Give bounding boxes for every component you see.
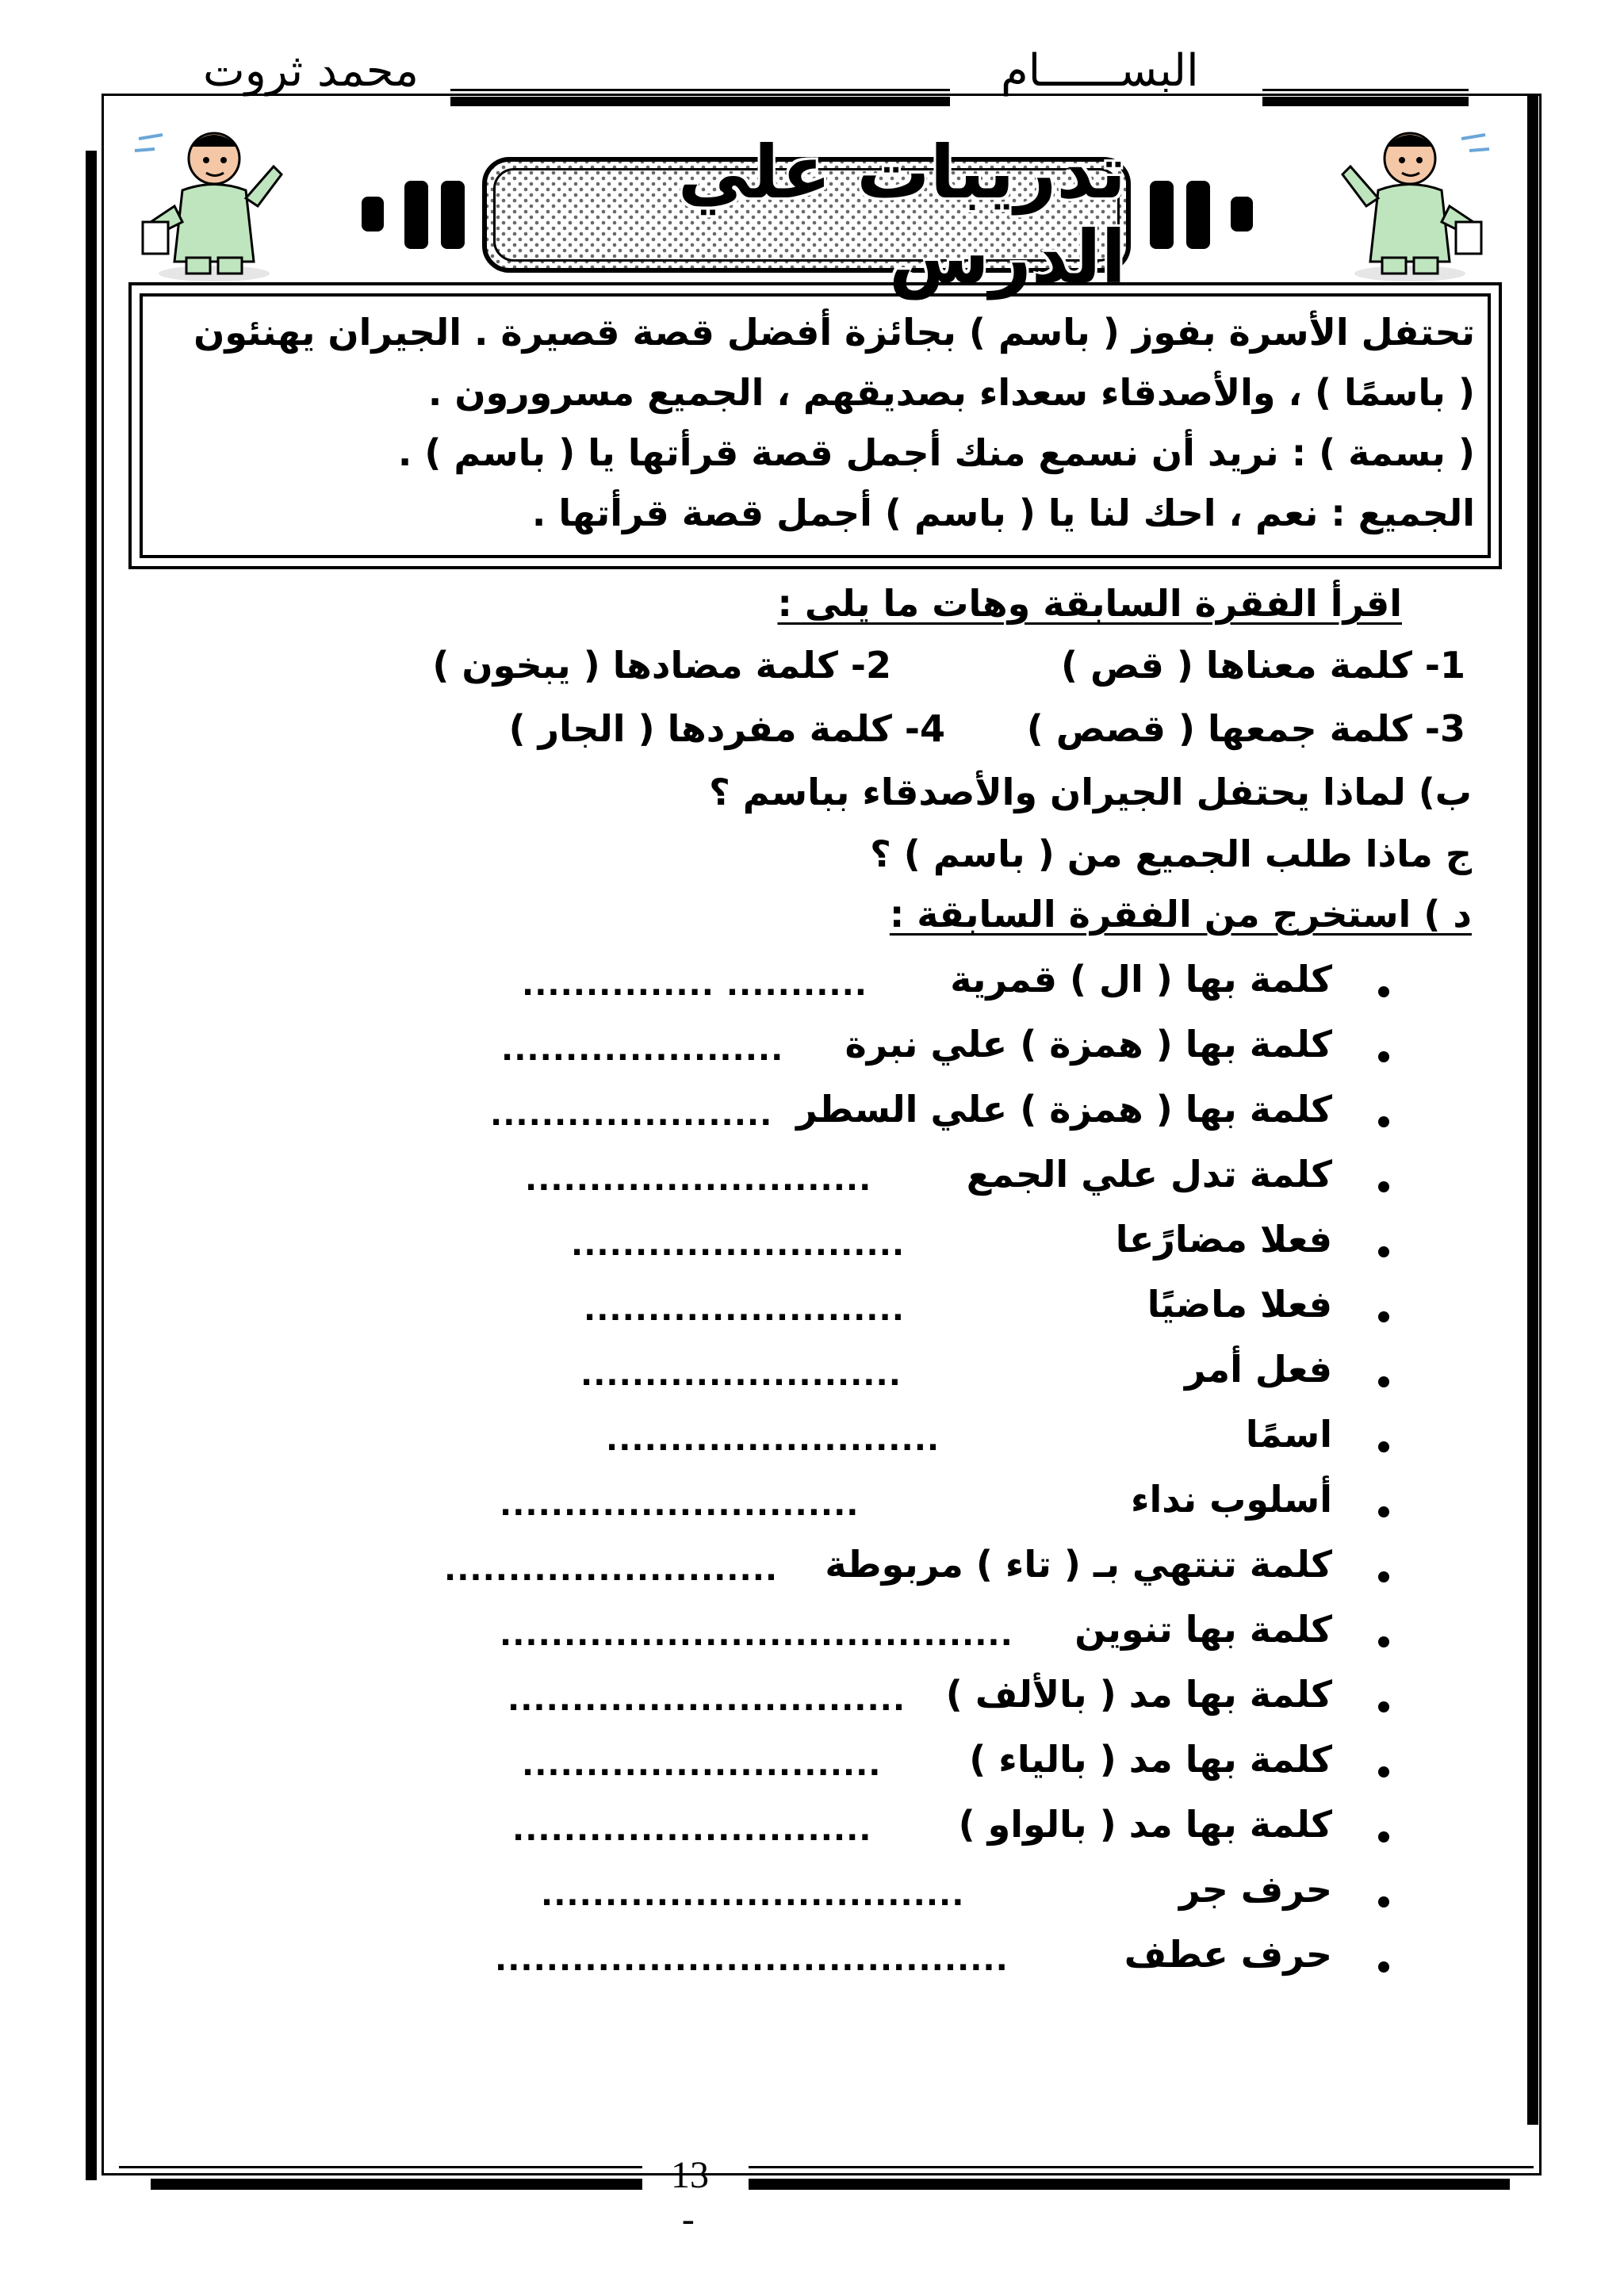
page-frame-bottom-thin-right (749, 2166, 1534, 2168)
bullet (1378, 1051, 1389, 1062)
answer-blank[interactable]: .......................... (606, 1422, 940, 1458)
answer-blank[interactable]: ............................ (512, 1812, 872, 1848)
question-1: 1- كلمة معناها ( قص ) (1060, 644, 1465, 687)
answer-blank[interactable]: ......................... (580, 1357, 902, 1393)
author-name: محمد ثروت (203, 45, 419, 97)
answer-blank[interactable]: ............... ........... (522, 966, 868, 1003)
bullet (1378, 1311, 1389, 1322)
banner-ornament (1186, 181, 1210, 249)
page-number: 13 (671, 2154, 709, 2196)
questions-heading: اقرأ الفقرة السابقة وهات ما يلى : (777, 582, 1402, 625)
bullet (1378, 986, 1389, 997)
question-d: د ) استخرج من الفقرة السابقة : (889, 893, 1472, 936)
bullet (1378, 1896, 1389, 1908)
banner-ornament (1150, 181, 1174, 249)
worker-cartoon-right (1323, 103, 1497, 285)
answer-blank[interactable]: .......................... (444, 1552, 779, 1588)
answer-blank[interactable]: .......................... (571, 1226, 906, 1263)
item-label: حرف جر (1179, 1868, 1332, 1911)
item-label: كلمة بها مد ( بالألف ) (945, 1673, 1332, 1716)
page-title: تدريبات علي الدرس (677, 130, 1126, 300)
page-frame-bottom-bar-left (151, 2179, 642, 2190)
page-number-extra: ـ (684, 2195, 693, 2231)
page-frame-right-bar (1527, 95, 1538, 2125)
page-frame-bottom-thin-left (119, 2166, 642, 2168)
page-frame-bottom-bar-right (749, 2179, 1510, 2190)
passage-line: تحتفل الأسرة بفوز ( باسم ) بجائزة أفضل قصة قصيرة . الجيران يهنئون (193, 311, 1475, 354)
author-name-right: البســــــام (1001, 45, 1199, 97)
item-label: أسلوب نداء (1131, 1478, 1332, 1521)
bullet (1378, 1636, 1389, 1647)
question-c: ج ماذا طلب الجميع من ( باسم ) ؟ (870, 832, 1472, 875)
passage-line: ( بسمة ) : نريد أن نسمع منك أجمل قصة قرأتها يا ( باسم ) . (397, 431, 1475, 474)
question-b: ب) لماذا يحتفل الجيران والأصدقاء بباسم ؟ (709, 771, 1472, 813)
answer-blank[interactable]: ........................... (525, 1161, 872, 1198)
bullet (1378, 1441, 1389, 1452)
answer-blank[interactable]: ............................... (508, 1682, 906, 1718)
bullet (1378, 1506, 1389, 1517)
banner-ornament (441, 181, 465, 249)
item-label: فعلا مضارًعا (1115, 1218, 1332, 1261)
answer-blank[interactable]: ............................ (522, 1747, 882, 1783)
item-label: كلمة تنتهي بـ ( تاء ) مربوطة (825, 1543, 1332, 1586)
bullet (1378, 1376, 1389, 1387)
bullet (1378, 1571, 1389, 1582)
item-label: كلمة بها ( ال ) قمرية (950, 958, 1332, 1001)
item-label: كلمة تدل علي الجمع (966, 1153, 1332, 1196)
item-label: فعلا ماضيًا (1147, 1283, 1332, 1326)
bullet (1378, 1831, 1389, 1843)
question-3: 3- كلمة جمعها ( قصص ) (1026, 707, 1465, 750)
bullet (1378, 1116, 1389, 1127)
passage-line: الجميع : نعم ، احك لنا يا ( باسم ) أجمل قصة قرأتها . (531, 492, 1475, 534)
banner-ornament (404, 181, 428, 249)
reading-passage-box (128, 282, 1502, 569)
item-label: كلمة بها تنوين (1074, 1608, 1332, 1651)
bullet (1378, 1181, 1389, 1192)
item-label: حرف عطف (1124, 1933, 1332, 1976)
title-banner (482, 130, 1131, 300)
banner-ornament (362, 197, 384, 232)
question-4: 4- كلمة مفردها ( الجار ) (508, 707, 945, 750)
answer-blank[interactable]: ...................... (501, 1031, 784, 1068)
bullet (1378, 1961, 1389, 1973)
answer-blank[interactable]: ...................... (490, 1096, 773, 1133)
header-rule-thin-right (1262, 89, 1469, 91)
page-frame-left-bar (86, 151, 97, 2180)
bullet (1378, 1766, 1389, 1777)
answer-blank[interactable]: ......................... (584, 1292, 905, 1328)
item-label: كلمة بها ( همزة ) علي نبرة (845, 1023, 1332, 1066)
passage-line: ( باسمًا ) ، والأصدقاء سعداء بصديقهم ، الجميع مسرورون . (427, 371, 1475, 414)
item-label: اسمًا (1245, 1413, 1332, 1456)
answer-blank[interactable]: ................................. (541, 1877, 965, 1913)
answer-blank[interactable]: ........................................ (500, 1617, 1013, 1653)
bullet (1378, 1246, 1389, 1257)
item-label: فعل أمر (1184, 1348, 1332, 1391)
item-label: كلمة بها مد ( بالواو ) (958, 1803, 1332, 1846)
item-label: كلمة بها مد ( بالياء ) (969, 1738, 1332, 1781)
header-rule-thin (450, 89, 950, 91)
banner-ornament (1231, 197, 1253, 232)
answer-blank[interactable]: ............................ (500, 1487, 860, 1523)
question-2: 2- كلمة مضادها ( يبخون ) (432, 644, 891, 687)
bullet (1378, 1701, 1389, 1712)
answer-blank[interactable]: ........................................ (495, 1942, 1009, 1978)
item-label: كلمة بها ( همزة ) علي السطر (796, 1088, 1332, 1131)
worker-cartoon-left (127, 103, 301, 285)
